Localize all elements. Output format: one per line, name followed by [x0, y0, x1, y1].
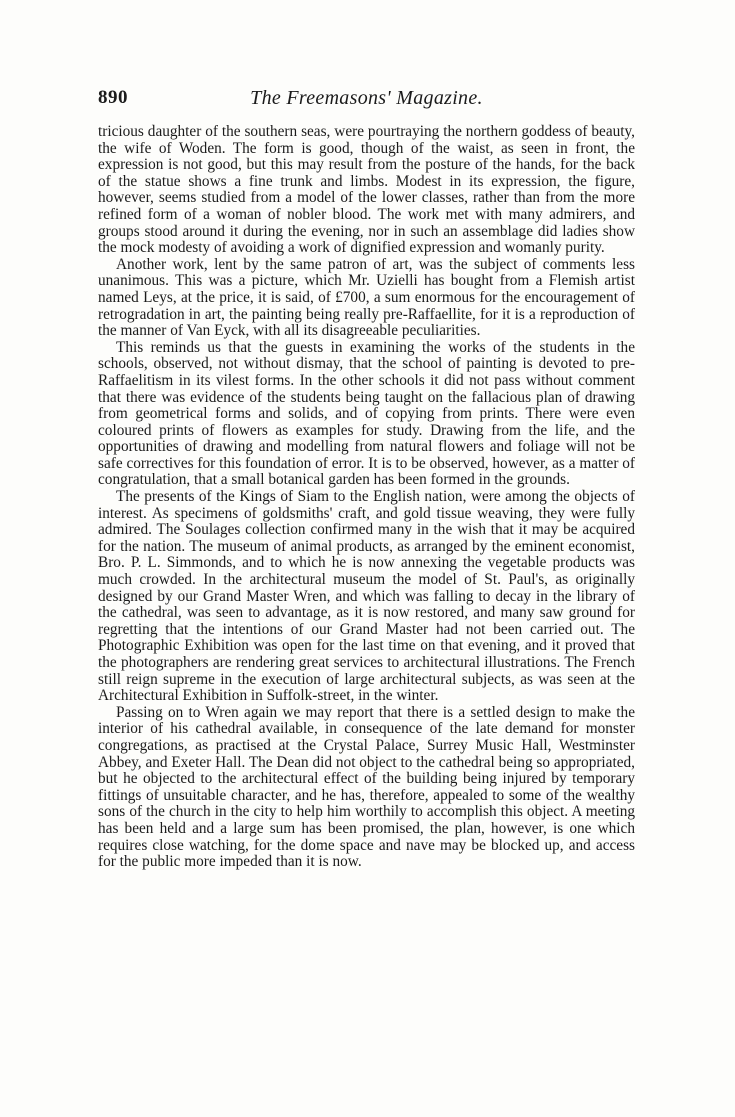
paragraph: This reminds us that the guests in examining the works of the students in the schools, observed, not without dismay, that the school of painting is devoted to pre-Raffaelitism in its vilest forms. In the other schools it did not pass without comment that there was evidence of the students being taught on the fallacious plan of drawing from geometrical forms and solids, and of copying from prints. There were even coloured prints of flowers as examples for study. Drawing from the life, and the opportunities of drawing and modelling from natural flowers and foliage will not be safe correctives for this foundation of error. It is to be observed, however, as a matter of congratulation, that a small botanical garden has been formed in the grounds.	[98, 338, 635, 489]
running-title: The Freemasons' Magazine.	[250, 87, 483, 109]
paragraph: The presents of the Kings of Siam to the English nation, were among the objects of interest. As specimens of goldsmiths' craft, and gold tissue weaving, they were fully admired. The Soulages collection confirmed many in the wish that it may be acquired for the nation. The museum of animal products, as arranged by the eminent economist, Bro. P. L. Simmonds, and to which he is now annexing the vegetable products was much crowded. In the architectural museum the model of St. Paul's, as originally designed by our Grand Master Wren, and which was falling to decay in the library of the cathedral, was seen to advantage, as it is now restored, and many saw ground for regretting that the intentions of our Grand Master had not been carried out. The Photographic Exhibition was open for the last time on that evening, and it proved that the photographers are rendering great services to architectural illustrations. The French still reign supreme in the execution of large architectural subjects, as was seen at the Architectural Exhibition in Suffolk-street, in the winter.	[98, 488, 635, 705]
page-header	[98, 87, 635, 111]
paragraph: Passing on to Wren again we may report that there is a settled design to make the interior of his cathedral available, in consequence of the late demand for monster congregations, as practised at the Crystal Palace, Surrey Music Hall, Westminster Abbey, and Exeter Hall. The Dean did not object to the cathedral being so appropriated, but he objected to the architectural effect of the building being injured by temporary fittings of unsuitable character, and he has, therefore, appealed to some of the wealthy sons of the church in the city to help him worthily to accomplish this object. A meeting has been held and a large sum has been promised, the plan, however, is one which requires close watching, for the dome space and nave may be blocked up, and access for the public more impeded than it is now.	[98, 703, 635, 871]
article-body	[98, 124, 635, 871]
paragraph-continuation: tricious daughter of the southern seas, were pourtraying the northern goddess of beauty, the wife of Woden. The form is good, though of the waist, as seen in front, the expression is not good, but this may result from the posture of the hands, for the back of the statue shows a fine trunk and limbs. Modest in its expression, the figure, however, seems studied from a model of the lower classes, rather than from the more refined form of a woman of nobler blood. The work met with many admirers, and groups stood around it during the evening, nor in such an assemblage did ladies show the mock modesty of avoiding a work of dignified expression and womanly purity.	[98, 123, 635, 257]
paragraph: Another work, lent by the same patron of art, was the subject of comments less unanimous. This was a picture, which Mr. Uzielli has bought from a Flemish artist named Leys, at the price, it is said, of £700, a sum enormous for the encouragement of retrogradation in art, the painting being really pre-Raffaellite, for it is a reproduction of the manner of Van Eyck, with all its disagreeable peculiarities.	[98, 255, 635, 340]
page-number: 890	[98, 87, 128, 108]
